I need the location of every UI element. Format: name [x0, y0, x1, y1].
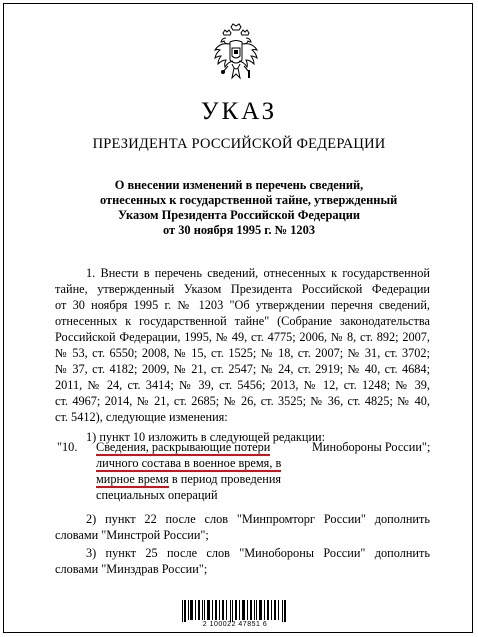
paragraph-line: Российской Федерации, 1995, № 49, ст. 4775; 2006, № 8, ст. 892; 2007, [55, 330, 430, 344]
heading-line: отнесенных к государственной тайне, утвержденный [100, 193, 398, 207]
subitem-2-line: 2) пункт 22 после слов "Минпромторг России" дополнить [86, 512, 430, 526]
subitem-3-line: словами "Минздрав России"; [55, 562, 208, 576]
paragraph-line: от 30 ноября 1995 г. № 1203 "Об утверждении перечня сведений, [55, 298, 430, 312]
subitem-1: 1) пункт 10 изложить в следующей редакции: [86, 430, 326, 444]
heading-line: Указом Президента Российской Федерации [117, 208, 361, 222]
underlined-text: мирное время [96, 472, 169, 486]
paragraph-line: ст. 5412), следующие изменения: [55, 410, 228, 424]
quote-line-4: специальных операций [96, 488, 218, 502]
underlined-text: личного состава в военное время, в [96, 456, 282, 470]
document-subtitle: ПРЕЗИДЕНТА РОССИЙСКОЙ ФЕДЕРАЦИИ [92, 136, 386, 152]
russian-coat-of-arms-icon [212, 22, 260, 84]
heading-line: от 30 ноября 1995 г. № 1203 [162, 223, 316, 237]
document-title: УКАЗ [200, 98, 278, 125]
paragraph-line: 2011, № 24, ст. 3414; № 39, ст. 5456; 2013, № 12, ст. 1248; № 39, [55, 378, 430, 392]
paragraph-line: № 37, ст. 4182; 2009, № 21, ст. 2547; № 24, ст. 2919; № 40, ст. 4684; [55, 362, 430, 376]
heading-line: О внесении изменений в перечень сведений, [114, 178, 364, 192]
underlined-text: Сведения, раскрывающие потери [96, 440, 271, 454]
quote-line-1 [96, 440, 270, 455]
document-heading [100, 178, 398, 238]
paragraph-line: № 53, ст. 6550; 2008, № 15, ст. 1525; № 18, ст. 2007; № 31, ст. 3702; [55, 346, 430, 360]
paragraph-line: отнесенных к государственной тайне" (Собрание законодательства [55, 314, 430, 328]
subitem-3-line: 3) пункт 25 после слов "Минобороны России" дополнить [86, 546, 430, 560]
paragraph-line: 1. Внести в перечень сведений, отнесенных к государственной [86, 266, 430, 280]
quote-line-3 [96, 472, 281, 487]
barcode-number: 2 100022 47851 6 [202, 621, 268, 628]
quote-line-1-rest: Минобороны России"; [312, 440, 431, 454]
paragraph-line: ст. 4967; 2014, № 21, ст. 2685; № 26, ст. 3525; № 36, ст. 4825; № 40, [55, 394, 430, 408]
paragraph-line: тайне, утвержденный Указом Президента Российской Федерации [55, 282, 430, 296]
quote-line-3-rest: в период проведения [168, 472, 282, 486]
barcode-icon [180, 600, 290, 622]
quote-number: "10. [57, 440, 78, 454]
quote-line-2 [96, 456, 281, 471]
subitem-2-line: словами "Минстрой России"; [55, 528, 209, 542]
